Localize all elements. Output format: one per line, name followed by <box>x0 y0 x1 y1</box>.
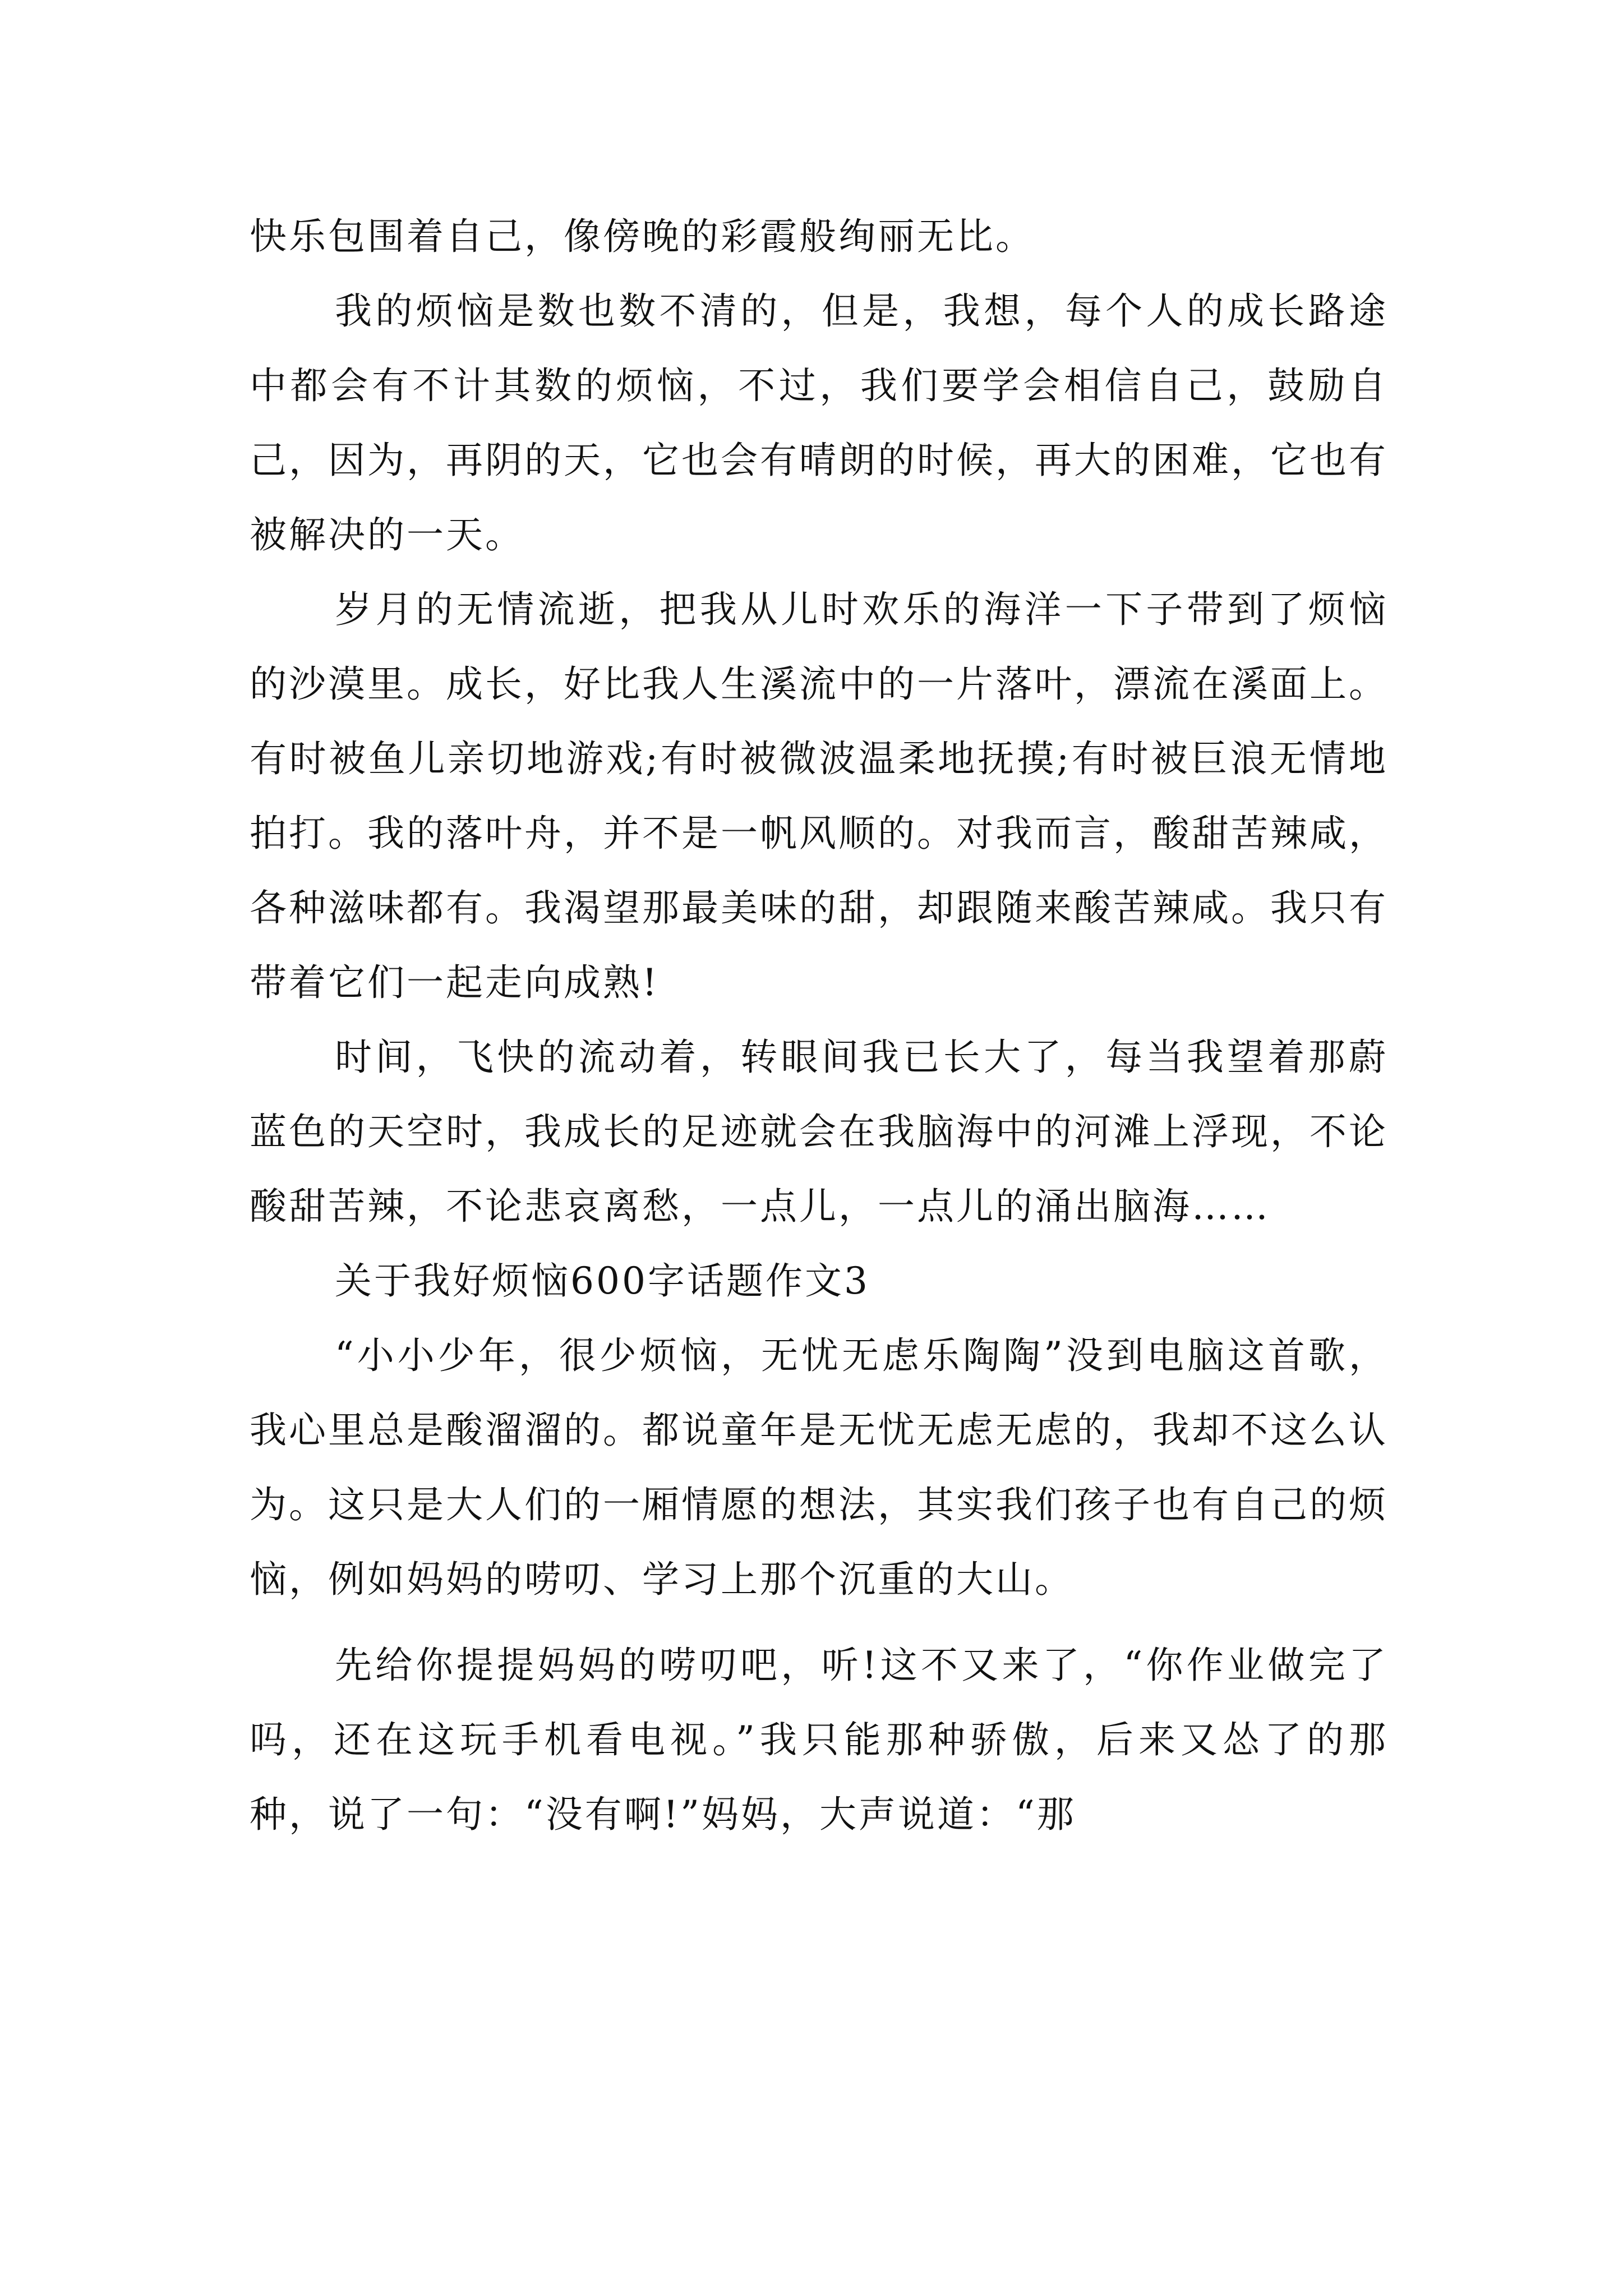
document-body <box>250 199 1388 1852</box>
paragraph-1: 快乐包围着自己，像傍晚的彩霞般绚丽无比。 <box>250 215 1035 258</box>
paragraph-2: 我的烦恼是数也数不清的，但是，我想，每个人的成长路途中都会有不计其数的烦恼，不过，我们要学会相信自己，鼓励自己，因为，再阴的天，它也会有晴朗的时候，再大的困难，它也有被解决的一天。 <box>250 289 1388 556</box>
paragraph-4: 时间，飞快的流动着，转眼间我已长大了，每当我望着那蔚蓝色的天空时，我成长的足迹就会在我脑海中的河滩上浮现，不论酸甜苦辣，不论悲哀离愁，一点儿，一点儿的涌出脑海…… <box>250 1036 1388 1228</box>
paragraph-3: 岁月的无情流逝，把我从儿时欢乐的海洋一下子带到了烦恼的沙漠里。成长，好比我人生溪流中的一片落叶，漂流在溪面上。有时被鱼儿亲切地游戏;有时被微波温柔地抚摸;有时被巨浪无情地拍打。我的落叶舟，并不是一帆风顺的。对我而言，酸甜苦辣咸，各种滋味都有。我渴望那最美味的甜，却跟随来酸苦辣咸。我只有带着它们一起走向成熟! <box>250 588 1388 1004</box>
paragraph-5: “小小少年，很少烦恼，无忧无虑乐陶陶”没到电脑这首歌，我心里总是酸溜溜的。都说童年是无忧无虑无虑的，我却不这么认为。这只是大人们的一厢情愿的想法，其实我们孩子也有自己的烦恼，例如妈妈的唠叨、学习上那个沉重的大山。 <box>250 1334 1388 1601</box>
essay-heading: 关于我好烦恼600字话题作文3 <box>335 1259 870 1303</box>
paragraph-6: 先给你提提妈妈的唠叨吧，听!这不又来了，“你作业做完了吗，还在这玩手机看电视。”我只能那种骄傲，后来又怂了的那种，说了一句：“没有啊!”妈妈，大声说道：“那 <box>250 1644 1388 1836</box>
